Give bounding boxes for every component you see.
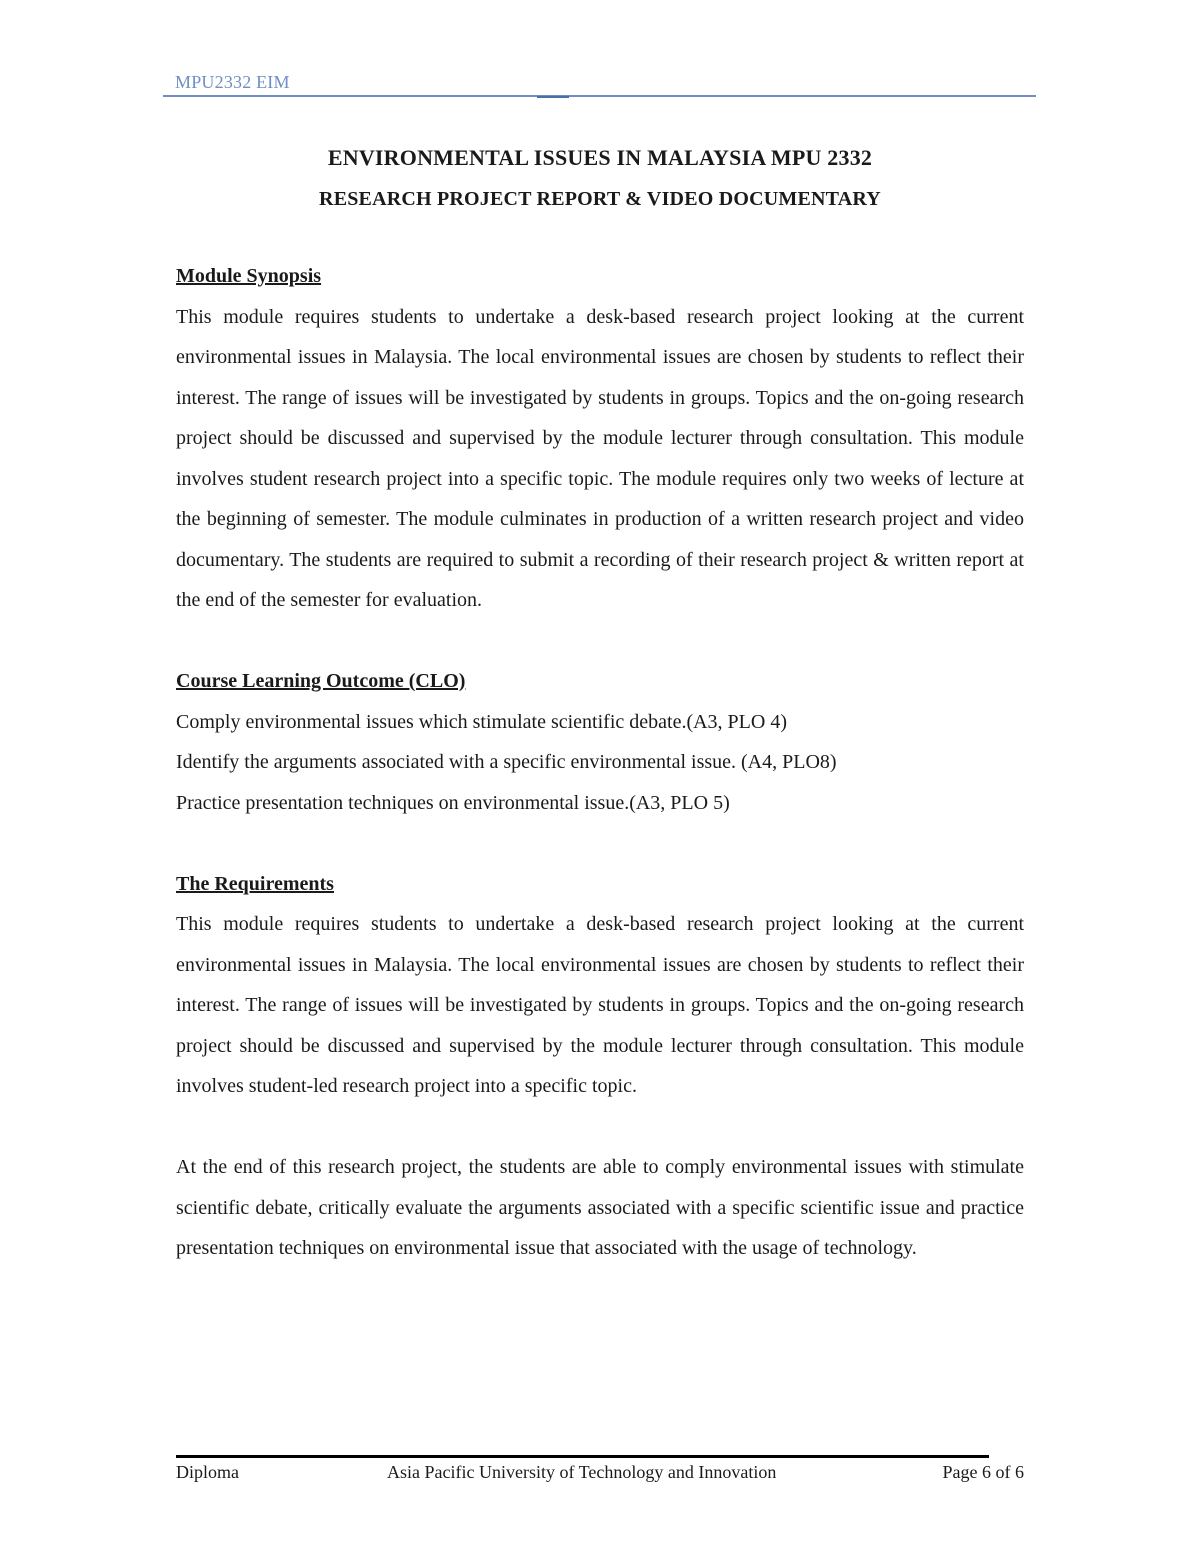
header-rule [163,95,1036,97]
footer-page-number: Page 6 of 6 [942,1462,1024,1482]
page-footer [176,1455,1024,1495]
footer-rule [176,1455,989,1458]
section-clo [176,661,1024,823]
document-subtitle: RESEARCH PROJECT REPORT & VIDEO DOCUMENTARY [319,188,881,210]
section-heading-requirements: The Requirements [176,872,334,895]
spacer [176,823,1024,864]
section-module-synopsis [176,256,1024,621]
requirements-paragraph: This module requires students to undertake a desk-based research project looking at the current environmental issues in Malaysia. The local environmental issues are chosen by students to reflect their interest. The range of issues will be investigated by students in groups. Topics and the on-going research project should be discussed and supervised by the module lecturer through consultation. This module involves student-led research project into a specific topic. [176,913,1024,1097]
section-heading-clo: Course Learning Outcome (CLO) [176,670,466,692]
spacer [176,214,1024,256]
clo-item-2: Identify the arguments associated with a specific environmental issue. (A4, PLO8) [176,751,837,773]
footer-institution: Asia Pacific University of Technology and Innovation [387,1462,777,1482]
spacer [176,621,1024,662]
synopsis-paragraph: This module requires students to undertake a desk-based research project looking at the current environmental issues in Malaysia. The local environmental issues are chosen by students to reflect their interest. The range of issues will be investigated by students in groups. Topics and the on-going research project should be discussed and supervised by the module lecturer through consultation. This module involves student research project into a specific topic. The module requires only two weeks of lecture at the beginning of semester. The module culminates in production of a written research project and video documentary. The students are required to submit a recording of their research project & written report at the end of the semester for evaluation. [176,305,1024,611]
header-course-code: MPU2332 EIM [175,72,290,92]
header-rule-accent [537,96,569,98]
page-header [163,72,1036,100]
section-requirements [176,864,1024,1269]
spacer [176,1107,1024,1148]
clo-item-3: Practice presentation techniques on environmental issue.(A3, PLO 5) [176,791,730,814]
document-title: ENVIRONMENTAL ISSUES IN MALAYSIA MPU 2332 [327,145,873,170]
section-heading-synopsis: Module Synopsis [176,265,322,287]
clo-item-1: Comply environmental issues which stimulate scientific debate.(A3, PLO 4) [176,710,787,733]
footer-program: Diploma [176,1462,239,1482]
requirements-closing-paragraph: At the end of this research project, the students are able to comply environmental issues with stimulate scientific debate, critically evaluate the arguments associated with a specific scientific issue and practice presentation techniques on environmental issue that associated with the usage of technology. [176,1156,1024,1259]
document-body [176,140,1024,1269]
